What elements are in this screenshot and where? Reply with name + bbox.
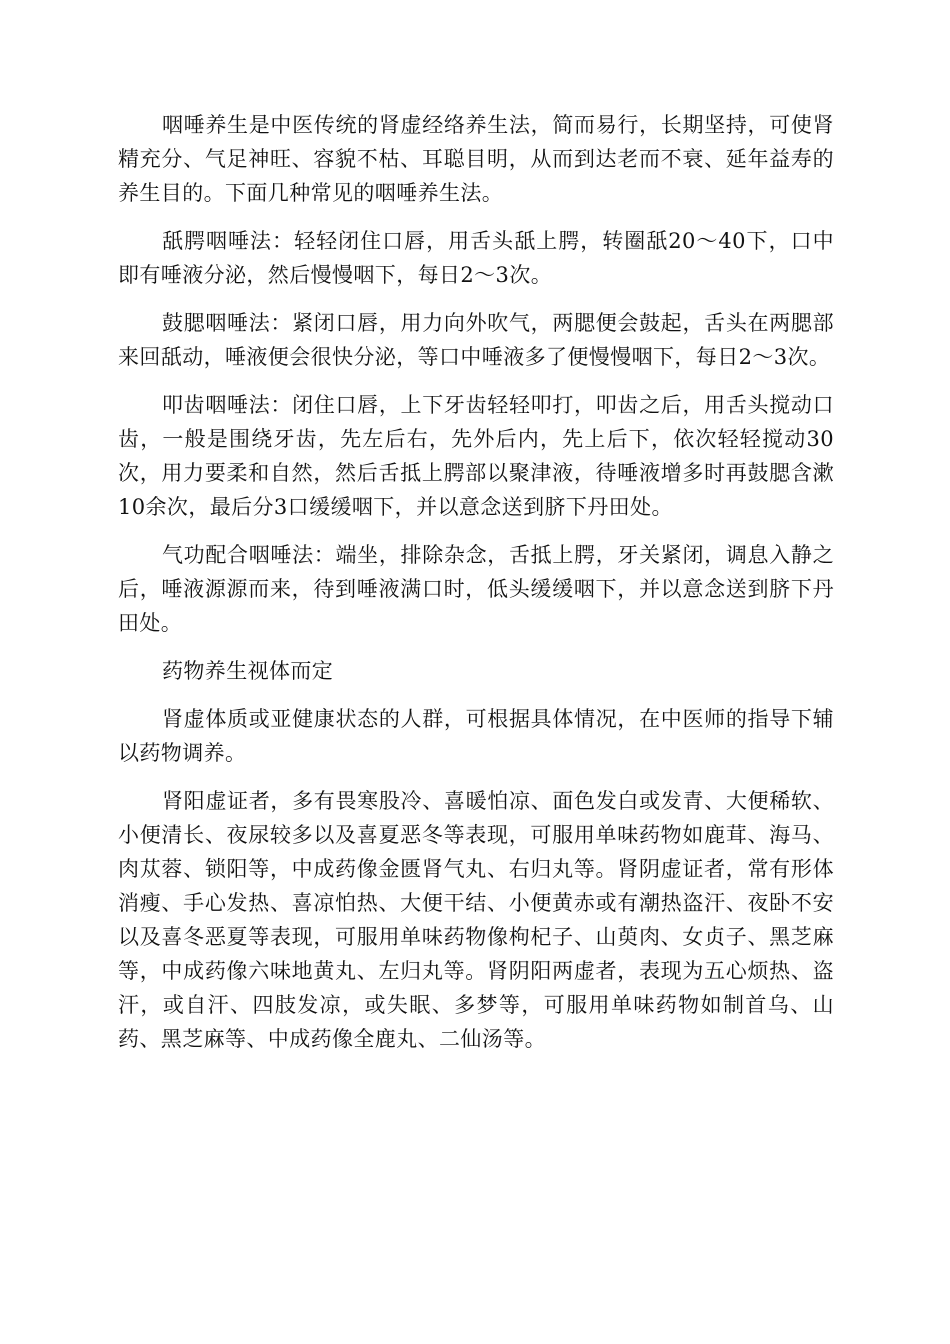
paragraph-qigong-method: 气功配合咽唾法：端坐，排除杂念，舌抵上腭，牙关紧闭，调息入静之后，唾液源源而来，待到唾液满口时，低头缓缓咽下，并以意念送到脐下丹田处。 [118, 543, 834, 635]
document-page [118, 108, 834, 1070]
paragraph-intro: 咽唾养生是中医传统的肾虚经络养生法，简而易行，长期坚持，可使肾精充分、气足神旺、容貌不枯、耳聪目明，从而到达老而不衰、延年益寿的养生目的。下面几种常见的咽唾养生法。 [118, 113, 834, 205]
paragraph-medicine-intro: 肾虚体质或亚健康状态的人群，可根据具体情况，在中医师的指导下辅以药物调养。 [118, 707, 834, 765]
paragraph-palate-method: 舐腭咽唾法：轻轻闭住口唇，用舌头舐上腭，转圈舐20～40下，口中即有唾液分泌，然后慢慢咽下，每日2～3次。 [118, 229, 834, 287]
paragraph-teeth-method: 叩齿咽唾法：闭住口唇，上下牙齿轻轻叩打，叩齿之后，用舌头搅动口齿，一般是围绕牙齿，先左后右，先外后内，先上后下，依次轻轻搅动30次，用力要柔和自然，然后舌抵上腭部以聚津液，待唾液增多时再鼓腮含漱10余次，最后分3口缓缓咽下，并以意念送到脐下丹田处。 [118, 393, 834, 519]
section-heading-medicine: 药物养生视体而定 [162, 659, 334, 683]
paragraph-cheek-method: 鼓腮咽唾法：紧闭口唇，用力向外吹气，两腮便会鼓起，舌头在两腮部来回舐动，唾液便会很快分泌，等口中唾液多了便慢慢咽下，每日2～3次。 [118, 311, 834, 369]
paragraph-medicine-details: 肾阳虚证者，多有畏寒股冷、喜暖怕凉、面色发白或发青、大便稀软、小便清长、夜尿较多以及喜夏恶冬等表现，可服用单味药物如鹿茸、海马、肉苁蓉、锁阳等，中成药像金匮肾气丸、右归丸等。肾阴虚证者，常有形体消瘦、手心发热、喜凉怕热、大便干结、小便黄赤或有潮热盗汗、夜卧不安以及喜冬恶夏等表现，可服用单味药物像枸杞子、山萸肉、女贞子、黑芝麻等，中成药像六味地黄丸、左归丸等。肾阴阳两虚者，表现为五心烦热、盗汗，或自汗、四肢发凉，或失眠、多梦等，可服用单味药物如制首乌、山药、黑芝麻等、中成药像全鹿丸、二仙汤等。 [118, 789, 834, 1051]
